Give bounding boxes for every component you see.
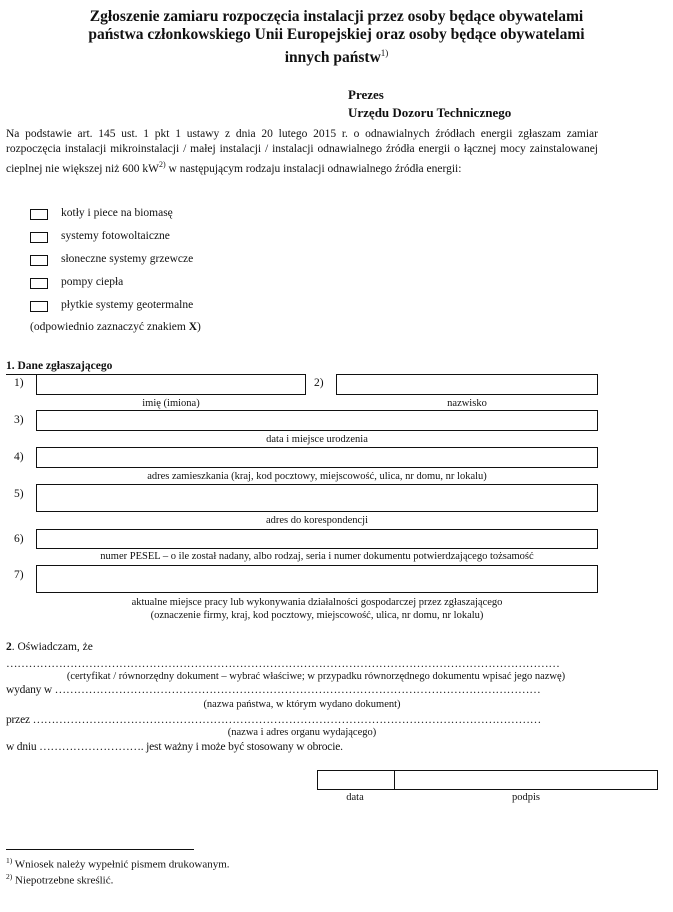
option-label: płytkie systemy geotermalne [61,299,194,311]
workplace-caption: aktualne miejsce pracy lub wykonywania działalności gospodarczej przez zgłaszającego (oznaczenie firmy, kraj, kod pocztowy, miejscowość, ulica, nr domu, nr lokalu) [131,597,503,621]
checkbox[interactable] [30,255,48,266]
residence-address-field[interactable] [36,447,598,468]
checkbox[interactable] [30,232,48,243]
date-label: data [346,792,364,803]
first-name-caption: imię (imiona) [142,398,200,409]
intro-paragraph: Na podstawie art. 145 ust. 1 pkt 1 ustawy z dnia 20 lutego 2015 r. o odnawialnych źródłach energii zgłaszam zamiar rozpoczęcia instalacji mikroinstalacji / małej instalacji / instalacji odnawialnego źródła energii o łącznej mocy zainstalowanej cieplnej nie większej niż 600 $kW^{2)}$ w następującym rodzaju instalacji odnawialnego źródła energii: [6,128,598,176]
addressee-line-1: Prezes [348,87,384,102]
option-hint: (odpowiednio zaznaczyć znakiem X) [30,321,201,333]
checkbox[interactable] [30,278,48,289]
correspondence-address-caption: adres do korespondencji [265,515,369,526]
section-2-heading: 2. Oświadczam, że [6,641,93,653]
date-field[interactable] [318,771,394,789]
footnote-1: $^{1)}$ Wniosek należy wypełnić pismem drukowanym. [6,856,230,871]
birth-date-place-caption: data i miejsce urodzenia [266,434,368,445]
form-title [0,8,673,67]
field-number: 1) [14,377,24,389]
field-number: 6) [14,533,24,545]
field-number: 3) [14,414,24,426]
field-number: 4) [14,451,24,463]
option-label: systemy fotowoltaiczne [61,230,170,242]
last-name-field[interactable] [336,374,598,395]
footnote-divider [6,849,194,850]
title-footnote-mark: 1) [380,48,389,58]
field-number: 7) [14,569,24,581]
intro-footnote-mark: 2) [158,160,166,170]
footnote-2: $^{2)}$ Niepotrzebne skreślić. [6,872,114,887]
option-label: kotły i piece na biomasę [61,207,173,219]
signature-table [317,770,658,790]
checkbox[interactable] [30,301,48,312]
signature-label: podpis [511,792,540,803]
checkbox[interactable] [30,209,48,220]
option-label: pompy ciepła [61,276,124,288]
section-1-heading: 1. Dane zgłaszającego [6,360,112,372]
issued-by-line[interactable]: przez ……………………………………………………………………………………………………………………… [6,714,542,726]
authority-caption: (nazwa i adres organu wydającego) [227,727,377,738]
field-number: 2) [314,377,324,389]
pesel-field[interactable] [36,529,598,549]
birth-date-place-field[interactable] [36,410,598,431]
field-number: 5) [14,488,24,500]
pesel-caption: numer PESEL – o ile został nadany, albo rodzaj, seria i numer dokumentu potwierdzającego tożsamość [100,551,534,562]
addressee [348,86,511,122]
country-caption: (nazwa państwa, w którym wydano dokument) [203,699,401,710]
certificate-input-line[interactable]: ………………………………………………………………………………………………………………………………… [6,658,560,670]
last-name-caption: nazwisko [447,398,487,409]
workplace-field[interactable] [36,565,598,593]
certificate-caption: (certyfikat / równorzędny dokument – wybrać właściwe; w przypadku równorzędnego dokumentu wpisać jego nazwę) [66,671,566,682]
title-line-2: państwa członkowskiego Unii Europejskiej oraz osoby będące obywatelami [88,26,585,43]
signature-field[interactable] [395,771,657,789]
title-line-3: innych państw$^{1)}$ [284,48,389,67]
addressee-line-2: Urzędu Dozoru Technicznego [348,105,512,120]
title-line-1: Zgłoszenie zamiaru rozpoczęcia instalacji przez osoby będące obywatelami [89,8,584,25]
option-label: słoneczne systemy grzewcze [61,253,194,265]
residence-address-caption: adres zamieszkania (kraj, kod pocztowy, miejscowość, ulica, nr domu, nr lokalu) [147,471,487,482]
issued-in-line[interactable]: wydany w ………………………………………………………………………………………………………………… [6,684,541,696]
correspondence-address-field[interactable] [36,484,598,512]
valid-date-line[interactable]: w dniu ………………………. jest ważny i może być stosowany w obrocie. [6,741,343,753]
first-name-field[interactable] [36,374,306,395]
